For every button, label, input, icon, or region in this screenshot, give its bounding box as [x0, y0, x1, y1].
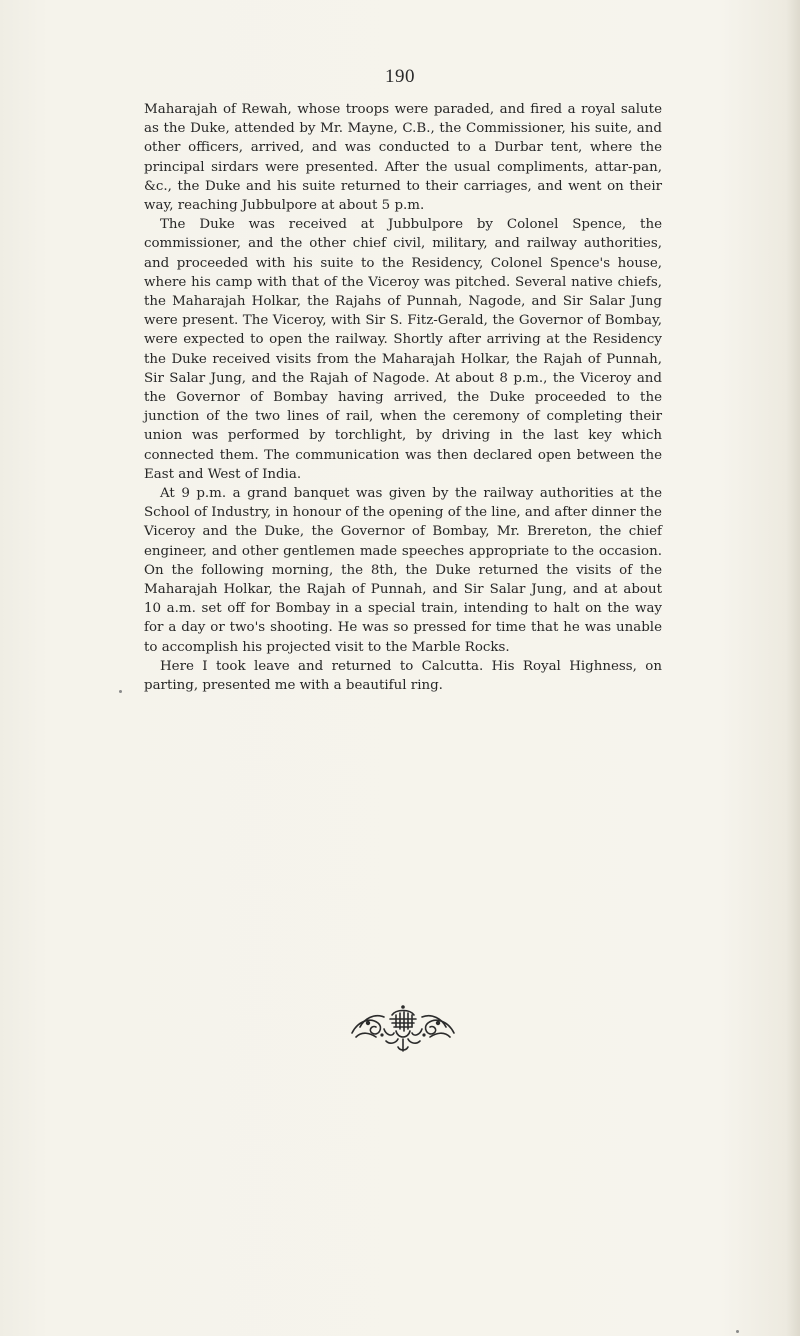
paper-speck: [736, 1330, 739, 1333]
page-number: 190: [385, 66, 415, 87]
tailpiece-ornament-icon: [348, 1003, 458, 1055]
paragraph-4: Here I took leave and returned to Calcutta. His Royal Highness, on parting, presented me with a beautiful ring.: [144, 658, 662, 694]
paragraph-3: At 9 p.m. a grand banquet was given by the railway authorities at the School of Industry, in honour of the opening of the line, and after dinner the Viceroy and the Duke, the Governor of Bombay, Mr. Brereton, the chief engineer, and other gentlemen made speeches appropriate to the occasion. On the following morning, the 8th, the Duke returned the visits of the Maharajah Holkar, the Rajah of Punnah, and Sir Salar Jung, and at about 10 a.m. set off for Bombay in a special train, intending to halt on the way for a day or two's shooting. He was so pressed for time that he was unable to accomplish his projected visit to the Marble Rocks.: [144, 486, 662, 655]
page-edge-shadow: [786, 0, 800, 1336]
paragraph-1: Maharajah of Rewah, whose troops were paraded, and fired a royal salute as the Duke, attended by Mr. Mayne, C.B., the Commissioner, his suite, and other officers, arrived, and was conducted to a Durbar tent, where the principal sirdars were presented. After the usual compliments, attar-pan, &c., the Duke and his suite returned to their carriages, and went on their way, reaching Jubbulpore at about 5 p.m.: [144, 102, 662, 214]
body-text: [144, 100, 662, 695]
paper-speck: [119, 690, 122, 693]
paragraph-2: The Duke was received at Jubbulpore by Colonel Spence, the commissioner, and the other chief civil, military, and railway authorities, and proceeded with his suite to the Residency, Colonel Spence's house, where his camp with that of the Viceroy was pitched. Several native chiefs, the Maharajah Holkar, the Rajahs of Punnah, Nagode, and Sir Salar Jung were present. The Viceroy, with Sir S. Fitz-Gerald, the Governor of Bombay, were expected to open the railway. Shortly after arriving at the Residency the Duke received visits from the Maharajah Holkar, the Rajah of Punnah, Sir Salar Jung, and the Rajah of Nagode. At about 8 p.m., the Viceroy and the Governor of Bombay having arrived, the Duke proceeded to the junction of the two lines of rail, when the ceremony of completing their union was performed by torchlight, by driving in the last key which connected them. The communication was then declared open between the East and West of India.: [144, 217, 662, 482]
